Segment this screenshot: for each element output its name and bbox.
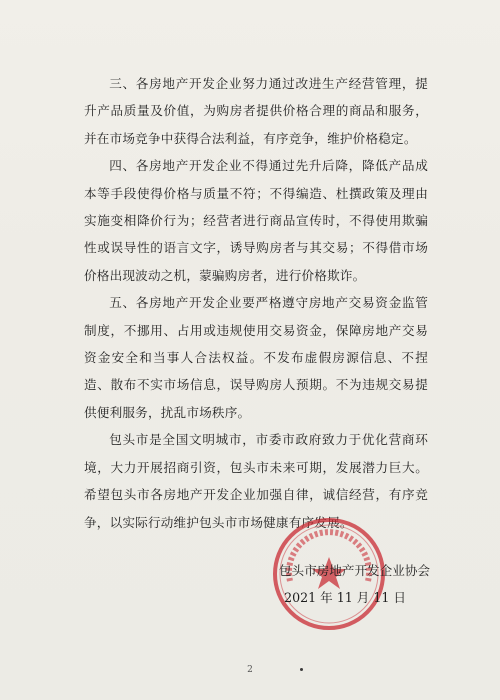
paragraph-3: 三、各房地产开发企业努力通过改进生产经营管理，提升产品质量及价值，为购房者提供价格合理的商品和服务，并在市场竞争中获得合法利益，有序竞争，维护价格稳定。 xyxy=(84,76,428,146)
signature-organization: 包头市房地产开发企业协会 xyxy=(278,563,430,578)
paragraph-4: 四、各房地产开发企业不得通过先升后降，降低产品成本等手段使得价格与质量不符；不得编造、杜撰政策及理由实施变相降价行为；经营者进行商品宣传时，不得使用欺骗性或误导性的语言文字，诱导购房者与其交易；不得借市场价格出现波动之机，蒙骗购房者，进行价格欺诈。 xyxy=(84,158,428,283)
paragraph-closing: 包头市是全国文明城市，市委市政府致力于优化营商环境，大力开展招商引资，包头市未来可期，发展潜力巨大。希望包头市各房地产开发企业加强自律，诚信经营，有序竞争，以实际行动维护包头市市场健康有序发展。 xyxy=(84,432,428,530)
scan-speck xyxy=(300,668,303,671)
signature-date: 2021 年 11 月 11 日 xyxy=(284,590,406,605)
paragraph-5: 五、各房地产开发企业要严格遵守房地产交易资金监管制度，不挪用、占用或违规使用交易资金，保障房地产交易资金安全和当事人合法权益。不发布虚假房源信息、不捏造、散布不实市场信息，误导购房人预期。不为违规交易提供便利服务，扰乱市场秩序。 xyxy=(84,295,428,420)
page-number: 2 xyxy=(247,665,253,675)
document-body xyxy=(84,70,428,536)
